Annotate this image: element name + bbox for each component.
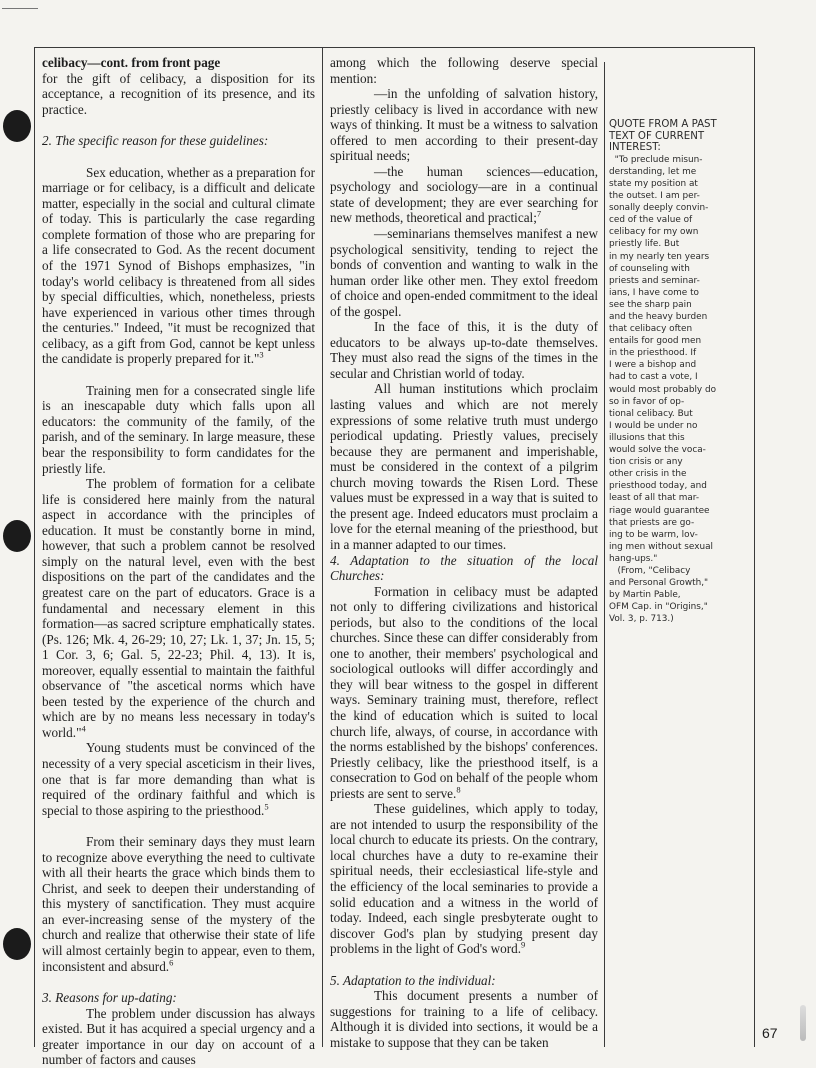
column-middle — [330, 55, 598, 1050]
sidebar-divider — [604, 62, 605, 1047]
sidebar-line: that priests are go- — [609, 517, 695, 528]
section-heading-2: 2. The specific reason for these guidelines: — [42, 133, 269, 149]
paragraph: Young students must be convinced of the necessity of a very special asceticism in their lives, one that is far more demanding than what is required of the ordinary faithful and which is special to those aspiring to the priesthood.$^5$ — [42, 740, 315, 818]
sidebar-line: I were a bishop and — [609, 360, 697, 371]
page-number: 67 — [762, 1025, 778, 1041]
sidebar-line: ians, I have come to — [609, 287, 699, 298]
section-heading-4: 4. Adaptation to the situation of the local Churches: — [330, 552, 598, 584]
sidebar-line: other crisis in the — [609, 469, 687, 480]
sidebar-line: ing to be warm, lov- — [609, 529, 698, 540]
footnote-ref: 6 — [169, 957, 174, 968]
continuation-text: for the gift of celibacy, a disposition for its acceptance, a recognition of its presence, and its practice. — [42, 70, 315, 117]
sidebar-line: illusions that this — [609, 432, 685, 443]
paragraph: Formation in celibacy must be adapted not only to differing civilizations and historical periods, but also to the conditions of the local churches. Since these can differ considerably from one to another, their members' psychological and sociological outlooks will differ accordingly and they will bear witness to the gospel in different ways. Seminary training must, therefore, reflect the kind of education which is suited to local church life, always, of course, in accordance with the norms established by the bishops' conferences. Priestly celibacy, like the priesthood itself, is a consecration to God on behalf of the people whom priests are sent to serve.$^8$ — [330, 583, 598, 801]
sidebar-line: that celibacy often — [609, 324, 693, 335]
sidebar-heading-line: QUOTE FROM A PAST — [609, 119, 717, 130]
sidebar-heading-line: TEXT OF CURRENT — [609, 130, 705, 142]
sidebar-line: I would be under no — [609, 420, 698, 431]
sidebar-line: OFM Cap. in "Origins," — [609, 602, 708, 613]
paragraph: —seminarians themselves manifest a new psychological sensitivity, tending to reject the bonds of convention and wanting to walk in the human order like other men. They extol freedom of choice and open-ended commitment to the ideal of the gospel. — [330, 226, 598, 319]
sidebar-line: would most probably do — [609, 384, 717, 395]
sidebar-line: tion crisis or any — [609, 457, 683, 468]
sidebar-line: and Personal Growth," — [609, 578, 709, 589]
sidebar-line: celibacy for my own — [609, 227, 699, 238]
paragraph: among which the following deserve special mention: — [330, 55, 598, 86]
footnote-ref: 7 — [536, 209, 542, 220]
sidebar-line: ced of the value of — [609, 215, 693, 226]
sidebar-line: (From, "Celibacy — [609, 565, 691, 576]
paragraph: —the human sciences—education, psychology and sociology—are in a continual state of development; they are ever searching for new methods, theoretical and practical;$^7$ — [330, 163, 598, 226]
page-edge-shadow — [800, 1005, 806, 1041]
paragraph: Training men for a consecrated single life is an inescapable duty which falls upon all educators: the community of the family, of the parish, and of the seminary. In large measure, these bear the responsibility to form candidates for the priestly life. — [42, 382, 315, 476]
continuation-heading: celibacy—cont. from front page — [42, 55, 221, 70]
sidebar-line: priests and seminar- — [609, 275, 700, 286]
paragraph: From their seminary days they must learn to recognize above everything the need to cultivate with all their hearts the grace which binds them to Christ, and seek to deepen their understanding of this mystery of sanctification. They must acquire an ever-increasing sense of the mystery of the church and realize that otherwise their state of life will almost certainly begin to appear, even to them, inconsistent and absurd.$^6$ — [42, 834, 315, 974]
top-rule — [34, 47, 754, 48]
sidebar-line: of counseling with — [609, 263, 690, 274]
sidebar-line: riage would guarantee — [609, 505, 710, 516]
sidebar-line: priesthood today, and — [609, 481, 707, 492]
paragraph: These guidelines, which apply to today, are not intended to usurp the responsibility of the local church to educate its priests. On the contrary, local churches have a duty to re-examine their spiritual needs, their ecclesiastical life-style and the efficiency of the local seminaries to provide a solid education and a witness in the world of today. Indeed, each single presbyterate ought to discover God's plan by studying present day problems in the light of God's word.$^9$ — [330, 801, 598, 957]
top-left-dash — [2, 8, 38, 9]
paragraph: In the face of this, it is the duty of educators to be always up-to-date themselves. They must also read the signs of the times in the secular and Christian world of today. — [330, 319, 598, 381]
sidebar-line: priestly life. But — [609, 239, 680, 250]
footnote-ref: 8 — [456, 784, 461, 795]
footnote-ref: 4 — [81, 723, 86, 734]
paragraph: The problem of formation for a celibate life is considered here mainly from the natural aspect in accordance with the principles of education. It must be constantly borne in mind, however, that such a problem cannot be resolved simply on the natural level, even with the best dispositions on the part of the candidates and the greatest care on the part of educators. Grace is a fundamental and necessary element in this formation—as sacred scripture emphatically states. (Ps. 126; Mk. 4, 26-29; 10, 27; Lk. 1, 37; Jn. 15, 5; 1 Cor. 3, 6; Gal. 5, 22-23; Phil. 4, 13). It is, moreover, equally essential to maintain the faithful observance of "the ascetical norms which have been tested by the experience of the church and which are by no means less necessary in today's world."$^4$ — [42, 476, 315, 740]
sidebar-line: Vol. 3, p. 713.) — [609, 614, 674, 625]
sidebar-line: the outset. I am per- — [609, 191, 700, 202]
paragraph: Sex education, whether as a preparation for marriage or for celibacy, is a difficult and delicate matter, especially in the social and cultural climate of today. This is particularly the case regarding complete formation of those who are preparing for a life consecrated to God. As the recent document of the 1971 Synod of Bishops emphasizes, "in today's world celibacy is threatened from all sides by special difficulties, which, nonetheless, priests have experienced in various other times through the centuries." Indeed, "it must be recognized that celibacy, as a gift from God, cannot be kept unless the candidate is properly prepared for it."$^3$ — [42, 164, 315, 367]
sidebar-line: in the priesthood. If — [609, 348, 697, 359]
footnote-ref: 9 — [521, 939, 526, 950]
sidebar-line: see the sharp pain — [609, 299, 692, 310]
sidebar-line: in my nearly ten years — [609, 251, 710, 262]
paragraph: All human institutions which proclaim lasting values and which are not merely expressions of some relative truth must undergo periodical updating. Priestly values, precisely because they are permanent and imperishable, must be considered in the context of a pilgrim church moving towards the Risen Lord. These values must be expressed in a way that is suited to the present age. Indeed educators must proclaim a love for the eternal meaning of the priesthood, but in a manner adapted to our times. — [330, 381, 598, 552]
left-border — [34, 47, 35, 1047]
sidebar-line: derstanding, let me — [609, 166, 697, 177]
sidebar-line: tional celibacy. But — [609, 408, 693, 419]
sidebar-line: had to cast a vote, I — [609, 372, 698, 383]
sidebar-line: ing men without sexual — [609, 541, 713, 552]
sidebar-line: state my position at — [609, 178, 698, 189]
section-heading-5: 5. Adaptation to the individual: — [330, 972, 496, 988]
sidebar-line: hang-ups." — [609, 553, 658, 564]
footnote-ref: 3 — [259, 349, 264, 360]
sidebar-line: least of all that mar- — [609, 493, 700, 504]
sidebar-line: entails for good men — [609, 336, 702, 347]
paragraph: This document presents a number of suggestions for training to a life of celibacy. Although it is divided into sections, it would be a mistake to suppose that they can be taken — [330, 988, 598, 1050]
paragraph: —in the unfolding of salvation history, priestly celibacy is lived in accordance with new ways of thinking. It must be a witness to salvation offered to men according to their present-day spiritual needs; — [330, 86, 598, 164]
column-left — [42, 55, 315, 1068]
sidebar-line: and the heavy burden — [609, 312, 708, 322]
sidebar-line: would solve the voca- — [609, 445, 706, 456]
binder-hole-top — [3, 110, 31, 142]
binder-hole-middle — [3, 520, 31, 552]
sidebar-heading-line: INTEREST: — [609, 142, 661, 154]
section-heading-3: 3. Reasons for up-dating: — [42, 990, 177, 1006]
sidebar-quote — [609, 119, 757, 625]
column-divider — [322, 47, 323, 1047]
footnote-ref: 5 — [264, 801, 269, 812]
sidebar-line: by Martin Pable, — [609, 590, 681, 601]
binder-hole-bottom — [3, 928, 31, 960]
paragraph: The problem under discussion has always existed. But it has acquired a special urgency and a greater importance in our day on account of a number of factors and causes — [42, 1005, 315, 1068]
sidebar-line: so in favor of op- — [609, 396, 685, 407]
sidebar-line: sonally deeply convin- — [609, 203, 709, 214]
sidebar-line: "To preclude misun- — [609, 154, 703, 165]
